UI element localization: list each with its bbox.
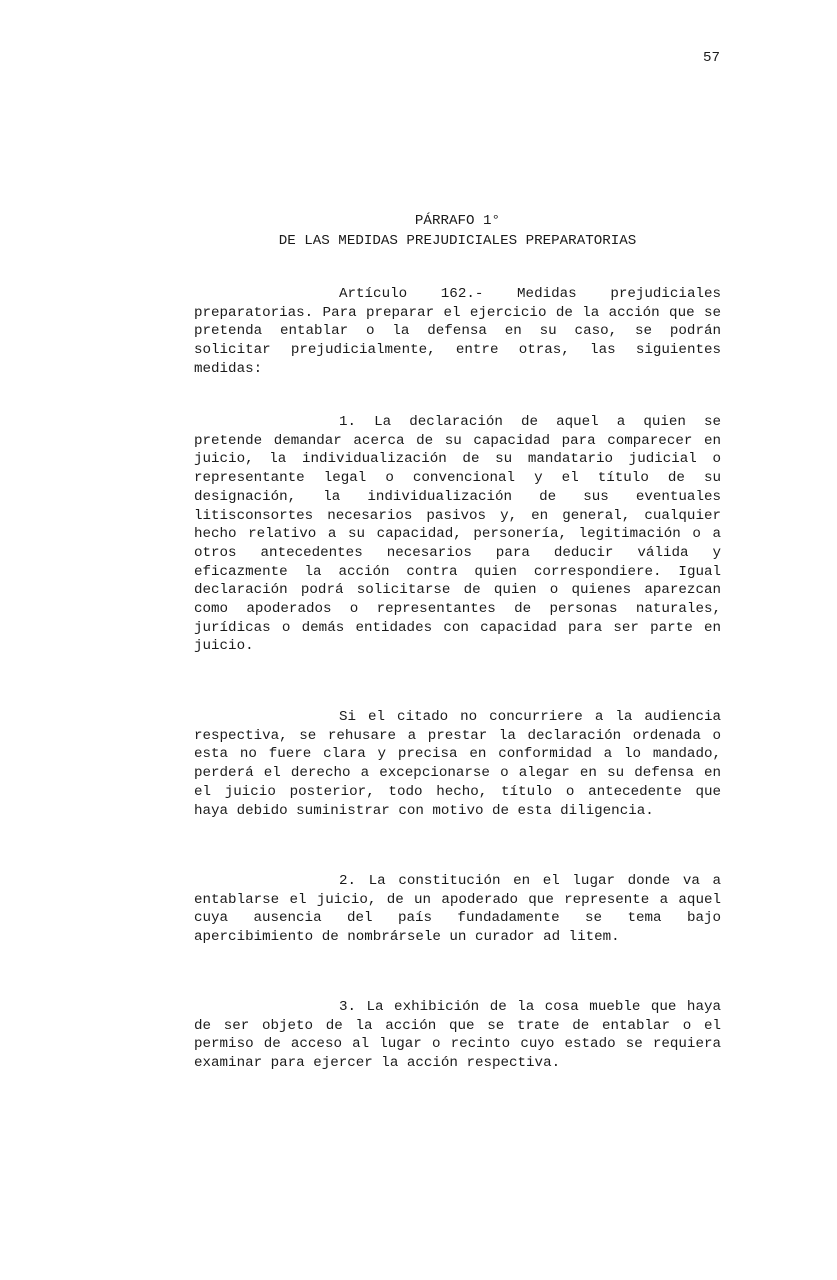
measure-1-paragraph: 1. La declaración de aquel a quien se pretende demandar acerca de su capacidad para comparecer en juicio, la individualización de su mandatario judicial o representante legal o convencional y el título de su designación, la individualización de sus eventuales litisconsortes necesarios pasivos y, en general, cualquier hecho relativo a su capacidad, personería, legitimación o a otros antecedentes necesarios para deducir válida y eficazmente la acción contra quien correspondiere. Igual declaración podrá solicitarse de quien o quienes aparezcan como apoderados o representantes de personas naturales, jurídicas o demás entidades con capacidad para ser parte en juicio. <box>194 414 721 655</box>
article-162-intro: Artículo 162.- Medidas prejudiciales preparatorias. Para preparar el ejercicio de la acción que se pretenda entablar o la defensa en su caso, se podrán solicitar prejudicialmente, entre otras, las siguientes medidas: <box>194 286 721 377</box>
section-heading <box>194 211 721 251</box>
page-number: 57 <box>702 50 720 66</box>
measure-3-paragraph: 3. La exhibición de la cosa mueble que haya de ser objeto de la acción que se trate de entablar o el permiso de acceso al lugar o recinto cuyo estado se requiera examinar para ejercer la acción respectiva. <box>194 999 721 1072</box>
measure-1-consequence-paragraph: Si el citado no concurriere a la audiencia respectiva, se rehusare a prestar la declaración ordenada o esta no fuere clara y precisa en conformidad a lo mandado, perderá el derecho a excepcionarse o alegar en su defensa en el juicio posterior, todo hecho, título o antecedente que haya debido suministrar con motivo de esta diligencia. <box>194 709 721 819</box>
heading-line-1: PÁRRAFO 1° <box>414 213 501 229</box>
measure-2-paragraph: 2. La constitución en el lugar donde va a entablarse el juicio, de un apoderado que represente a aquel cuya ausencia del país fundadamente se tema bajo apercibimiento de nombrársele un curador ad litem. <box>194 873 721 946</box>
heading-line-2: DE LAS MEDIDAS PREJUDICIALES PREPARATORIAS <box>278 233 637 249</box>
